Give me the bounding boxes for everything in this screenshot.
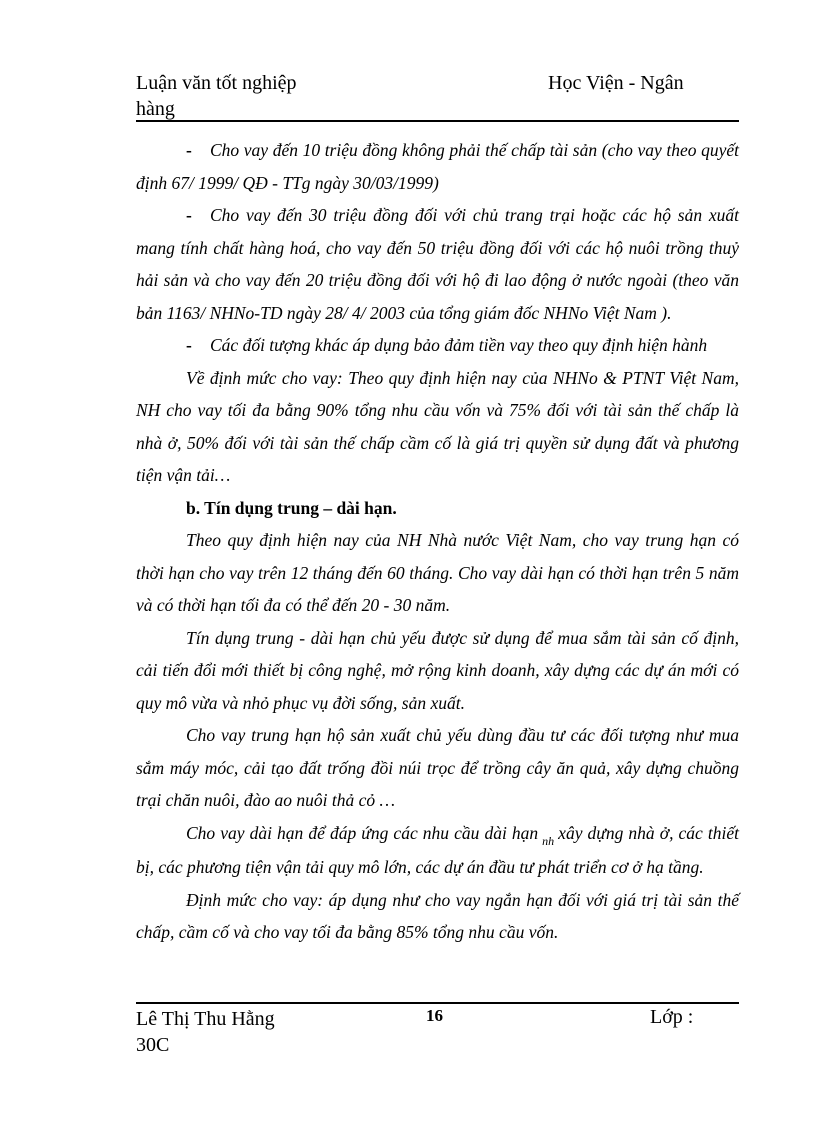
paragraph-long-term-part2: xây dựng nhà ở, các thiết bị, các phương tiện vận tải quy mô lớn, các dự án đầu tư phát triển cơ ở hạ tầng.	[136, 822, 739, 877]
bullet-text-1: Cho vay đến 10 triệu đồng không phải thế chấp tài sản (cho vay theo quyết định 67/ 1999/ QĐ - TTg ngày 30/03/1999)	[136, 140, 739, 193]
subscript-note: nh	[542, 833, 555, 848]
footer-class-code: 30C	[136, 1034, 170, 1056]
paragraph-limit-summary: Định mức cho vay: áp dụng như cho vay ngắn hạn đối với giá trị tài sản thế chấp, cầm cố và cho vay tối đa bằng 85% tổng nhu cầu vốn.	[136, 889, 739, 942]
header-title-line2: hàng	[136, 98, 175, 120]
page-number: 16	[426, 1006, 443, 1025]
paragraph-long-term	[136, 817, 739, 884]
header-title-line1: Luận văn tốt nghiệp	[136, 72, 297, 94]
bullet-marker: -	[186, 205, 192, 225]
footer-author: Lê Thị Thu Hằng	[136, 1008, 275, 1030]
header-divider	[136, 120, 739, 122]
bullet-marker: -	[186, 140, 192, 160]
header-title	[136, 70, 436, 122]
bullet-item-3	[136, 329, 739, 362]
paragraph-medium-term: Cho vay trung hạn hộ sản xuất chủ yếu dùng đầu tư các đối tượng như mua sắm máy móc, cải tạo đất trống đồi núi trọc để trồng cây ăn quả, xây dựng chuồng trại chăn nuôi, đào ao nuôi thả cỏ …	[136, 725, 739, 810]
bullet-marker: -	[186, 335, 192, 355]
paragraph-long-term-part1: Cho vay dài hạn để đáp ứng các nhu cầu dài hạn	[186, 822, 539, 843]
section-heading: b. Tín dụng trung – dài hạn.	[186, 497, 397, 518]
document-body	[136, 134, 739, 949]
header-institution: Học Viện - Ngân	[548, 72, 684, 94]
footer-class-label: Lớp :	[650, 1006, 694, 1028]
paragraph-lending-limit: Về định mức cho vay: Theo quy định hiện nay của NHNo & PTNT Việt Nam, NH cho vay tối đa bằng 90% tổng nhu cầu vốn và 75% đối với tài sản thế chấp là nhà ở, 50% đối với tài sản thế chấp cầm cố là giá trị quyền sử dụng đất và phương tiện vận tải…	[136, 367, 739, 485]
paragraph-usage: Tín dụng trung - dài hạn chủ yếu được sử dụng để mua sắm tài sản cố định, cải tiến đổi mới thiết bị công nghệ, mở rộng kinh doanh, xây dựng các dự án mới có quy mô vừa và nhỏ phục vụ đời sống, sản xuất.	[136, 627, 739, 713]
bullet-item-1	[136, 134, 739, 199]
paragraph-term-definition: Theo quy định hiện nay của NH Nhà nước Việt Nam, cho vay trung hạn có thời hạn cho vay trên 12 tháng đến 60 tháng. Cho vay dài hạn có thời hạn trên 5 năm và có thời hạn tối đa có thể đến 20 - 30 năm.	[136, 530, 739, 615]
footer-author-block	[136, 1006, 275, 1058]
bullet-text-3: Các đối tượng khác áp dụng bảo đảm tiền vay theo quy định hiện hành	[210, 335, 708, 355]
bullet-item-2	[136, 199, 739, 329]
bullet-text-2: Cho vay đến 30 triệu đồng đối với chủ trang trại hoặc các hộ sản xuất mang tính chất hàng hoá, cho vay đến 50 triệu đồng đối với các hộ nuôi trồng thuỷ hải sản và cho vay đến 20 triệu đồng đối với hộ đi lao động ở nước ngoài (theo văn bản 1163/ NHNo-TD ngày 28/ 4/ 2003 của tổng giám đốc NHNo Việt Nam ).	[136, 205, 739, 323]
footer-divider	[136, 1002, 739, 1004]
